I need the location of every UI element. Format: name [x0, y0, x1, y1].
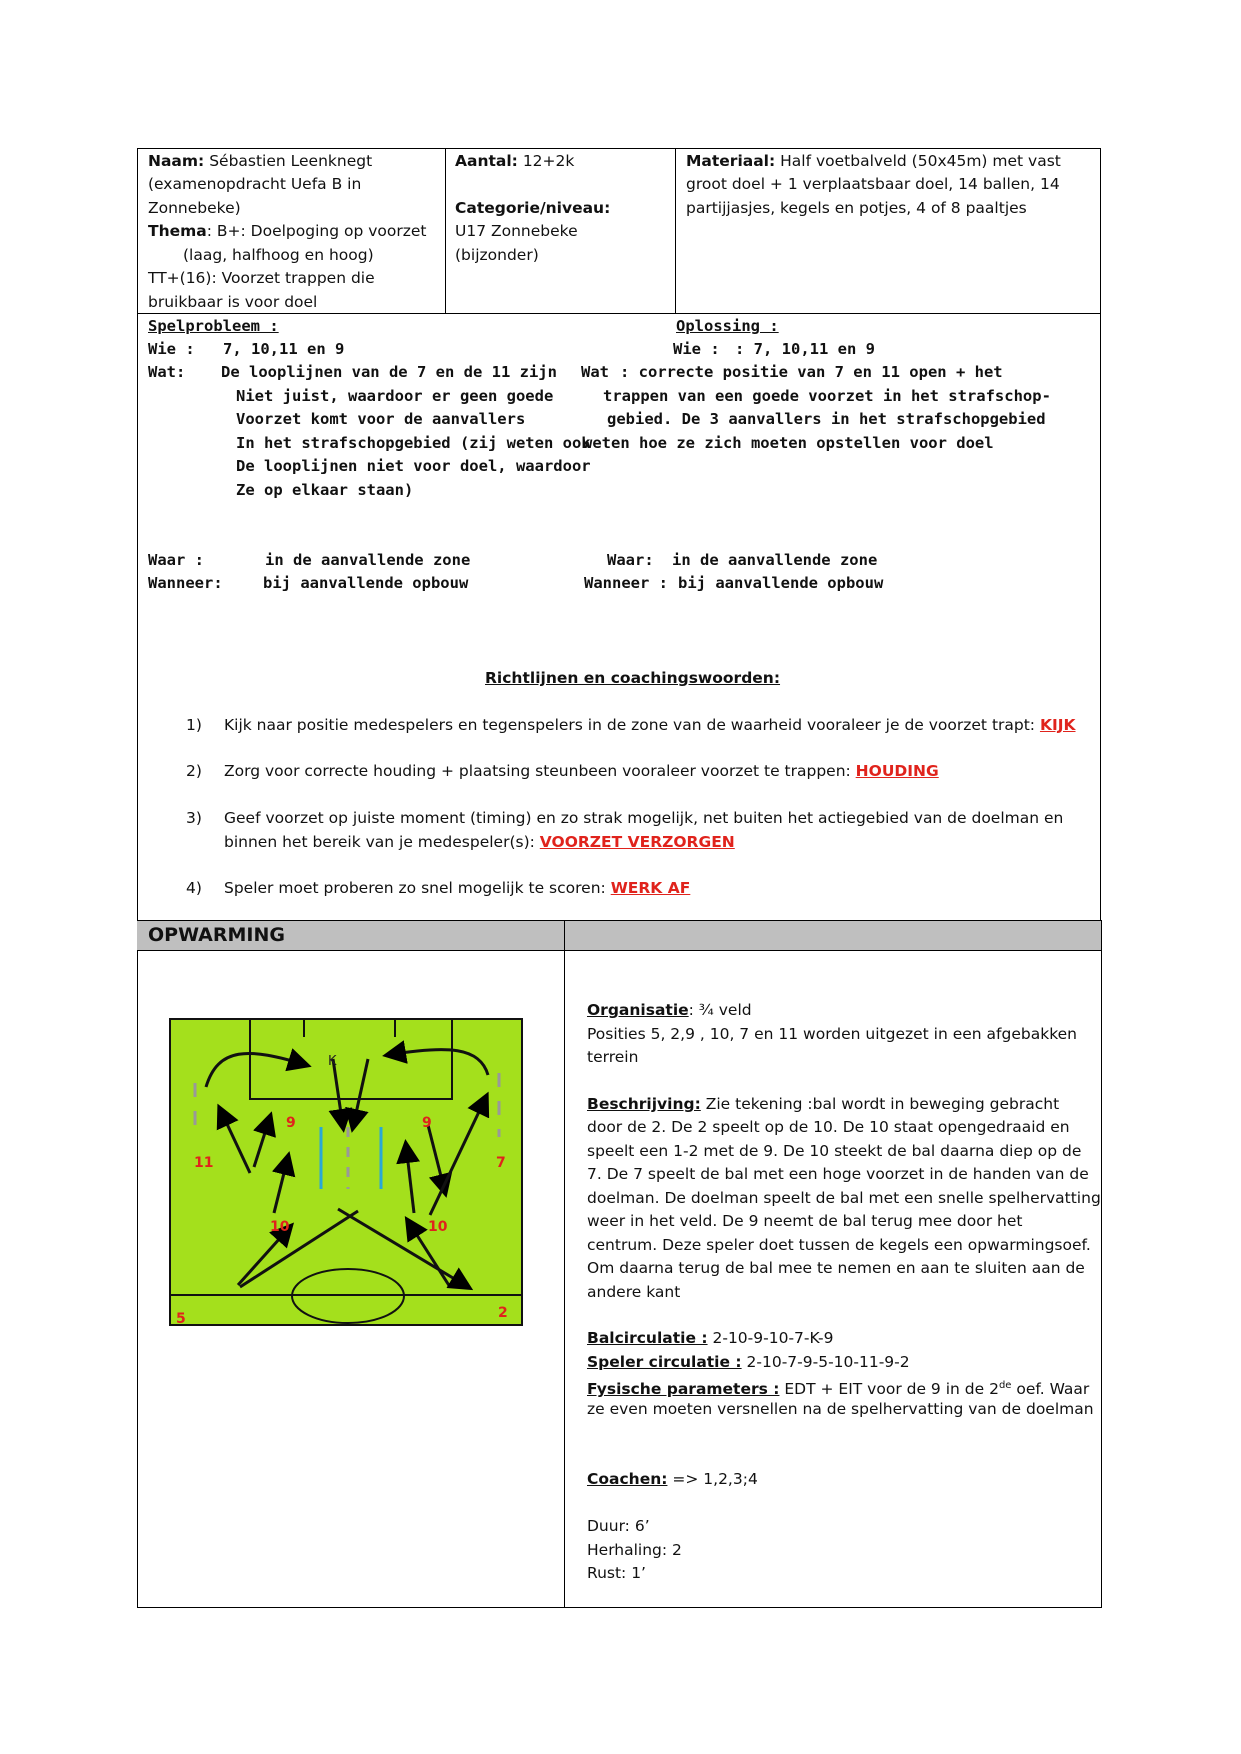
naam-value: Sébastien Leenknegt	[209, 152, 373, 170]
beschrijving-line-8: Om daarna terug de bal mee te nemen en aan te sluiten aan de	[587, 1259, 1085, 1277]
oplossing-wat-line-4: weten hoe ze zich moeten opstellen voor doel	[583, 434, 994, 452]
richtlijn-1-num: 1)	[186, 716, 202, 734]
materiaal-line-3: partijjasjes, kegels en potjes, 4 of 8 paaltjes	[686, 199, 1027, 217]
oplossing-wanneer-value: bij aanvallende opbouw	[678, 574, 884, 592]
spelprobleem-wat-line-5: De looplijnen niet voor doel, waardoor	[236, 457, 591, 475]
balcirculatie-value: 2-10-9-10-7-K-9	[707, 1329, 834, 1347]
richtlijn-4-keyword: WERK AF	[610, 879, 691, 897]
oplossing-wat-line-3: gebied. De 3 aanvallers in het strafschopgebied	[607, 410, 1046, 428]
oplossing-wanneer-label: Wanneer :	[584, 574, 668, 592]
aantal-value: 12+2k	[522, 152, 575, 170]
beschrijving-line-3: speelt een 1-2 met de 9. De 10 steekt de bal daarna diep op de	[587, 1142, 1082, 1160]
richtlijn-1-text: Kijk naar positie medespelers en tegenspelers in de zone van de waarheid vooraleer je de voorzet trapt:	[224, 716, 1040, 734]
spelprobleem-wat-line-4: In het strafschopgebied (zij weten ook	[236, 434, 591, 452]
balcirculatie-label: Balcirculatie :	[587, 1329, 708, 1347]
richtlijn-3-keyword: VOORZET VERZORGEN	[539, 833, 735, 851]
richtlijn-2	[224, 760, 939, 783]
speler-circulatie-line	[587, 1351, 910, 1374]
thema-value: : B+: Doelpoging op voorzet	[206, 222, 427, 240]
naam-line-2: (examenopdracht Uefa B in	[148, 175, 362, 193]
beschrijving-line-4: 7. De 7 speelt de bal met een hoge voorzet in de handen van de	[587, 1165, 1089, 1183]
player-11: 11	[194, 1155, 214, 1171]
beschrijving-line-5: doelman. De doelman speelt de bal met een snelle spelhervatting	[587, 1189, 1101, 1207]
richtlijn-3-num: 3)	[186, 809, 202, 827]
fysische-after: oef. Waar	[1011, 1380, 1090, 1399]
player-9-right: 9	[422, 1115, 432, 1131]
naam-line	[148, 150, 372, 173]
fysische-sup: de	[998, 1380, 1012, 1391]
beschrijving-line-7: centrum. Deze speler doet tussen de kegels een opwarmingsoef.	[587, 1236, 1091, 1254]
spelprobleem-wat-line-1: De looplijnen van de 7 en de 11 zijn	[221, 363, 557, 381]
beschrijving-value: Zie tekening :bal wordt in beweging gebracht	[700, 1095, 1060, 1113]
richtlijn-4-text: Speler moet proberen zo snel mogelijk te scoren:	[224, 879, 611, 897]
duur: Duur: 6’	[587, 1517, 650, 1535]
player-7: 7	[496, 1155, 506, 1171]
opwarming-header-bottom	[137, 950, 1102, 951]
spelprobleem-wat-line-2: Niet juist, waardoor er geen goede	[236, 387, 554, 405]
oplossing-title: Oplossing :	[676, 317, 779, 335]
oplossing-wat-label: Wat	[581, 363, 609, 381]
fysische-line-2: ze even moeten versnellen na de spelhervatting van de doelman	[587, 1400, 1094, 1418]
richtlijn-4-num: 4)	[186, 879, 202, 897]
spelprobleem-wat-line-3: Voorzet komt voor de aanvallers	[236, 410, 526, 428]
richtlijn-3-text-2: binnen het bereik van je medespeler(s):	[224, 833, 540, 851]
richtlijn-1	[224, 714, 1076, 737]
coachen-label: Coachen:	[587, 1470, 668, 1488]
aantal-label: Aantal:	[455, 152, 518, 170]
spelprobleem-waar-value: in de aanvallende zone	[265, 551, 471, 569]
richtlijn-2-num: 2)	[186, 762, 202, 780]
field	[170, 1019, 522, 1325]
materiaal-value: Half voetbalveld (50x45m) met vast	[775, 152, 1061, 170]
richtlijn-3-line-2	[224, 831, 735, 854]
richtlijn-2-keyword: HOUDING	[855, 762, 939, 780]
beschrijving-line-6: weer in het veld. De 9 neemt de bal terug mee door het	[587, 1212, 1023, 1230]
opwarming-right-border	[1101, 920, 1102, 1608]
coachen-line	[587, 1468, 758, 1491]
coachen-value: => 1,2,3;4	[667, 1470, 758, 1488]
spelprobleem-wie-value: 7, 10,11 en 9	[223, 340, 345, 358]
aantal-line	[455, 150, 574, 173]
materiaal-label: Materiaal:	[686, 152, 776, 170]
player-keeper: K	[328, 1054, 337, 1069]
thema-line-2: (laag, halfhoog en hoog)	[183, 246, 374, 264]
herhaling: Herhaling: 2	[587, 1541, 682, 1559]
beschrijving-line-9: andere kant	[587, 1283, 681, 1301]
tt-line-1: TT+(16): Voorzet trappen die	[148, 269, 375, 287]
player-9-left: 9	[286, 1115, 296, 1131]
fysische-label: Fysische parameters :	[587, 1380, 780, 1399]
organisatie-value: : ¾ veld	[688, 1001, 752, 1019]
organisatie-line	[587, 999, 752, 1022]
spelprobleem-waar-label: Waar :	[148, 551, 204, 569]
oplossing-wat-line-1: : correcte positie van 7 en 11 open + het	[620, 363, 1003, 381]
spelprobleem-wat-line-6: Ze op elkaar staan)	[236, 481, 414, 499]
header-col-divider-2	[675, 148, 676, 313]
table-bottom-border	[137, 1607, 1102, 1608]
rust: Rust: 1’	[587, 1564, 646, 1582]
richtlijn-3-text: Geef voorzet op juiste moment (timing) en zo strak mogelijk, net buiten het actiegebied van de doelman en	[224, 809, 1064, 827]
table-top-border	[137, 148, 1101, 149]
fysische-value: EDT + EIT voor de 9 in de 2	[779, 1380, 999, 1399]
richtlijn-1-keyword: KIJK	[1039, 716, 1076, 734]
materiaal-line-2: groot doel + 1 verplaatsbaar doel, 14 ballen, 14	[686, 175, 1060, 193]
beschrijving-line	[587, 1093, 1059, 1116]
richtlijnen-title: Richtlijnen en coachingswoorden:	[485, 669, 781, 687]
oplossing-wat-line-2: trappen van een goede voorzet in het strafschop-	[603, 387, 1051, 405]
categorie-label: Categorie/niveau:	[455, 199, 611, 217]
organisatie-line-3: terrein	[587, 1048, 639, 1066]
materiaal-line	[686, 150, 1061, 173]
beschrijving-label: Beschrijving:	[587, 1095, 701, 1113]
oplossing-wie-value: : 7, 10,11 en 9	[735, 340, 875, 358]
oplossing-wie-label: Wie :	[673, 340, 720, 358]
speler-circulatie-label: Speler circulatie :	[587, 1353, 742, 1371]
oplossing-waar-label: Waar:	[607, 551, 654, 569]
spelprobleem-wat-label: Wat:	[148, 363, 186, 381]
beschrijving-line-2: door de 2. De 2 speelt op de 10. De 10 staat opengedraaid en	[587, 1118, 1070, 1136]
tt-line-2: bruikbaar is voor doel	[148, 293, 318, 311]
exercise-diagram	[168, 1017, 526, 1329]
naam-line-3: Zonnebeke)	[148, 199, 241, 217]
header-col-divider-1	[445, 148, 446, 313]
categorie-line-1: U17 Zonnebeke	[455, 222, 578, 240]
player-5: 5	[176, 1311, 186, 1327]
organisatie-label: Organisatie	[587, 1001, 689, 1019]
player-2: 2	[498, 1305, 508, 1321]
speler-circulatie-value: 2-10-7-9-5-10-11-9-2	[741, 1353, 910, 1371]
oplossing-waar-value: in de aanvallende zone	[672, 551, 878, 569]
player-10-right: 10	[428, 1219, 448, 1235]
table-left-border	[137, 148, 138, 1608]
opwarming-title: OPWARMING	[148, 924, 285, 946]
opwarming-top-border	[137, 920, 1102, 921]
spelprobleem-wanneer-value: bij aanvallende opbouw	[263, 574, 469, 592]
thema-label: Thema	[148, 222, 207, 240]
categorie-line-2: (bijzonder)	[455, 246, 539, 264]
table-right-border-top	[1100, 148, 1101, 920]
richtlijn-2-text: Zorg voor correcte houding + plaatsing steunbeen vooraleer voorzet te trappen:	[224, 762, 856, 780]
spelprobleem-wie-label: Wie :	[148, 340, 195, 358]
naam-label: Naam:	[148, 152, 205, 170]
richtlijn-4	[224, 877, 690, 900]
balcirculatie-line	[587, 1327, 833, 1350]
opwarming-col-divider	[564, 920, 565, 1608]
spelprobleem-wanneer-label: Wanneer:	[148, 574, 223, 592]
organisatie-line-2: Posities 5, 2,9 , 10, 7 en 11 worden uitgezet in een afgebakken	[587, 1025, 1077, 1043]
thema-line	[148, 220, 426, 243]
spelprobleem-title: Spelprobleem :	[148, 317, 279, 335]
player-10-left: 10	[270, 1219, 290, 1235]
